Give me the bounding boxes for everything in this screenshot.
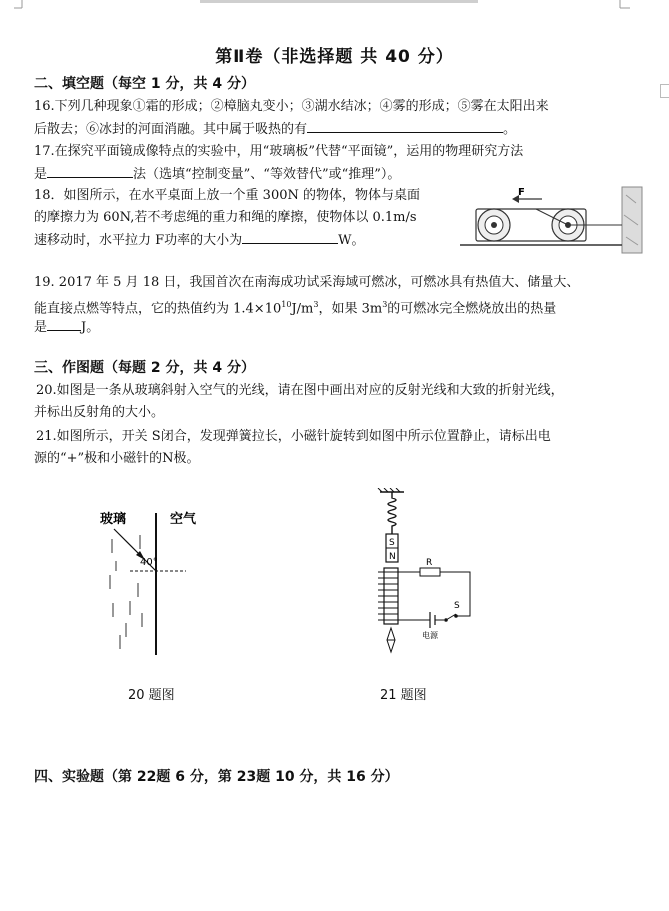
power-source-label: 电源: [422, 631, 438, 640]
question-19-suffix: 的可燃冰完全燃烧放出的热量: [387, 301, 557, 317]
page-title: 第Ⅱ卷（非选择题 共 40 分）: [215, 47, 454, 67]
question-16-line1: 16.下列几种现象①霜的形成；②樟脑丸变小；③湖水结冰；④雾的形成；⑤雾在太阳出来: [34, 99, 549, 114]
question-17-suffix: 法（选填“控制变量”、“等效替代”或“推理”）。: [133, 167, 401, 182]
spring: [388, 492, 396, 534]
figure-21-caption: 21 题图: [380, 688, 427, 703]
exponent: 3: [382, 300, 388, 309]
question-17-line1: 17.在探究平面镜成像特点的实验中，用“玻璃板”代替“平面镜”，运用的物理研究方法: [34, 144, 524, 159]
question-19-text-mid: ，如果 3m: [318, 301, 383, 317]
question-16-text: 后散去；⑥冰封的河面消融。其中属于吸热的有: [34, 122, 308, 137]
unit-text: J/m: [291, 301, 314, 317]
question-18-line2: 的摩擦力为 60N,若不考虑绳的重力和绳的摩擦，使物体以 0.1m/s: [34, 210, 417, 225]
section-heading-experiment: 四、实验题（第 22题 6 分，第 23题 10 分，共 16 分）: [34, 769, 399, 785]
question-17-line2: [34, 163, 400, 186]
magnet-pole-s: S: [389, 538, 395, 548]
question-18-line1: 18．如图所示，在水平桌面上放一个重 300N 的物体，物体与桌面: [34, 188, 420, 203]
magnet-pole-n: N: [389, 552, 396, 562]
exponent: 10: [281, 300, 292, 309]
question-18-line3: [34, 229, 365, 252]
question-19-line1: 19. 2017 年 5 月 18 日，我国首次在南海成功试采海域可燃冰，可燃冰具有热值大、储量大、: [34, 275, 580, 290]
air-label: 空气: [170, 512, 197, 527]
switch-label: S: [454, 601, 460, 611]
question-21-line1: 21.如图所示，开关 S闭合，发现弹簧拉长，小磁针旋转到如图中所示位置静止，请标出电: [36, 429, 551, 444]
answer-blank-19[interactable]: [47, 316, 81, 331]
question-20-line2: 并标出反射角的大小。: [34, 405, 165, 420]
question-19-suffix: J。: [81, 320, 100, 335]
figure-20-refraction[interactable]: [90, 505, 230, 665]
question-18-suffix: W。: [338, 233, 365, 248]
answer-blank-16[interactable]: [307, 118, 503, 133]
question-21-line2: 源的“+”极和小磁针的N极。: [34, 451, 200, 466]
section-heading-fill-blank: 二、填空题（每空 1 分，共 4 分）: [34, 76, 255, 92]
page-corner-marks: [0, 0, 669, 20]
figure-18-pulley: [456, 185, 646, 257]
exponent: 3: [313, 300, 319, 309]
question-19-line3: [34, 316, 99, 339]
question-20-line1: 20.如图是一条从玻璃斜射入空气的光线，请在图中画出对应的反射光线和大致的折射光线，: [36, 383, 564, 398]
resistor: [420, 568, 440, 576]
question-16-line2: [34, 118, 516, 141]
question-17-text: 是: [34, 167, 48, 182]
switch: [446, 614, 456, 620]
figure-21-electromagnet[interactable]: [360, 488, 490, 658]
resistor-label: R: [426, 558, 433, 568]
question-19-text: 是: [34, 320, 48, 335]
angle-label: 40°: [140, 557, 158, 568]
force-label-f: F: [518, 187, 525, 198]
margin-mark: [660, 84, 669, 98]
glass-label: 玻璃: [100, 512, 127, 527]
figure-20-caption: 20 题图: [128, 688, 175, 703]
question-16-suffix: 。: [503, 122, 517, 137]
answer-blank-17[interactable]: [47, 163, 133, 178]
section-heading-drawing: 三、作图题（每题 2 分，共 4 分）: [34, 360, 255, 376]
answer-blank-18[interactable]: [242, 229, 338, 244]
question-18-text: 速移动时，水平拉力 F功率的大小为: [34, 233, 243, 248]
question-19-line2: [34, 294, 556, 320]
question-19-text: 能直接点燃等特点，它的热值约为 1.4×10: [34, 301, 282, 317]
